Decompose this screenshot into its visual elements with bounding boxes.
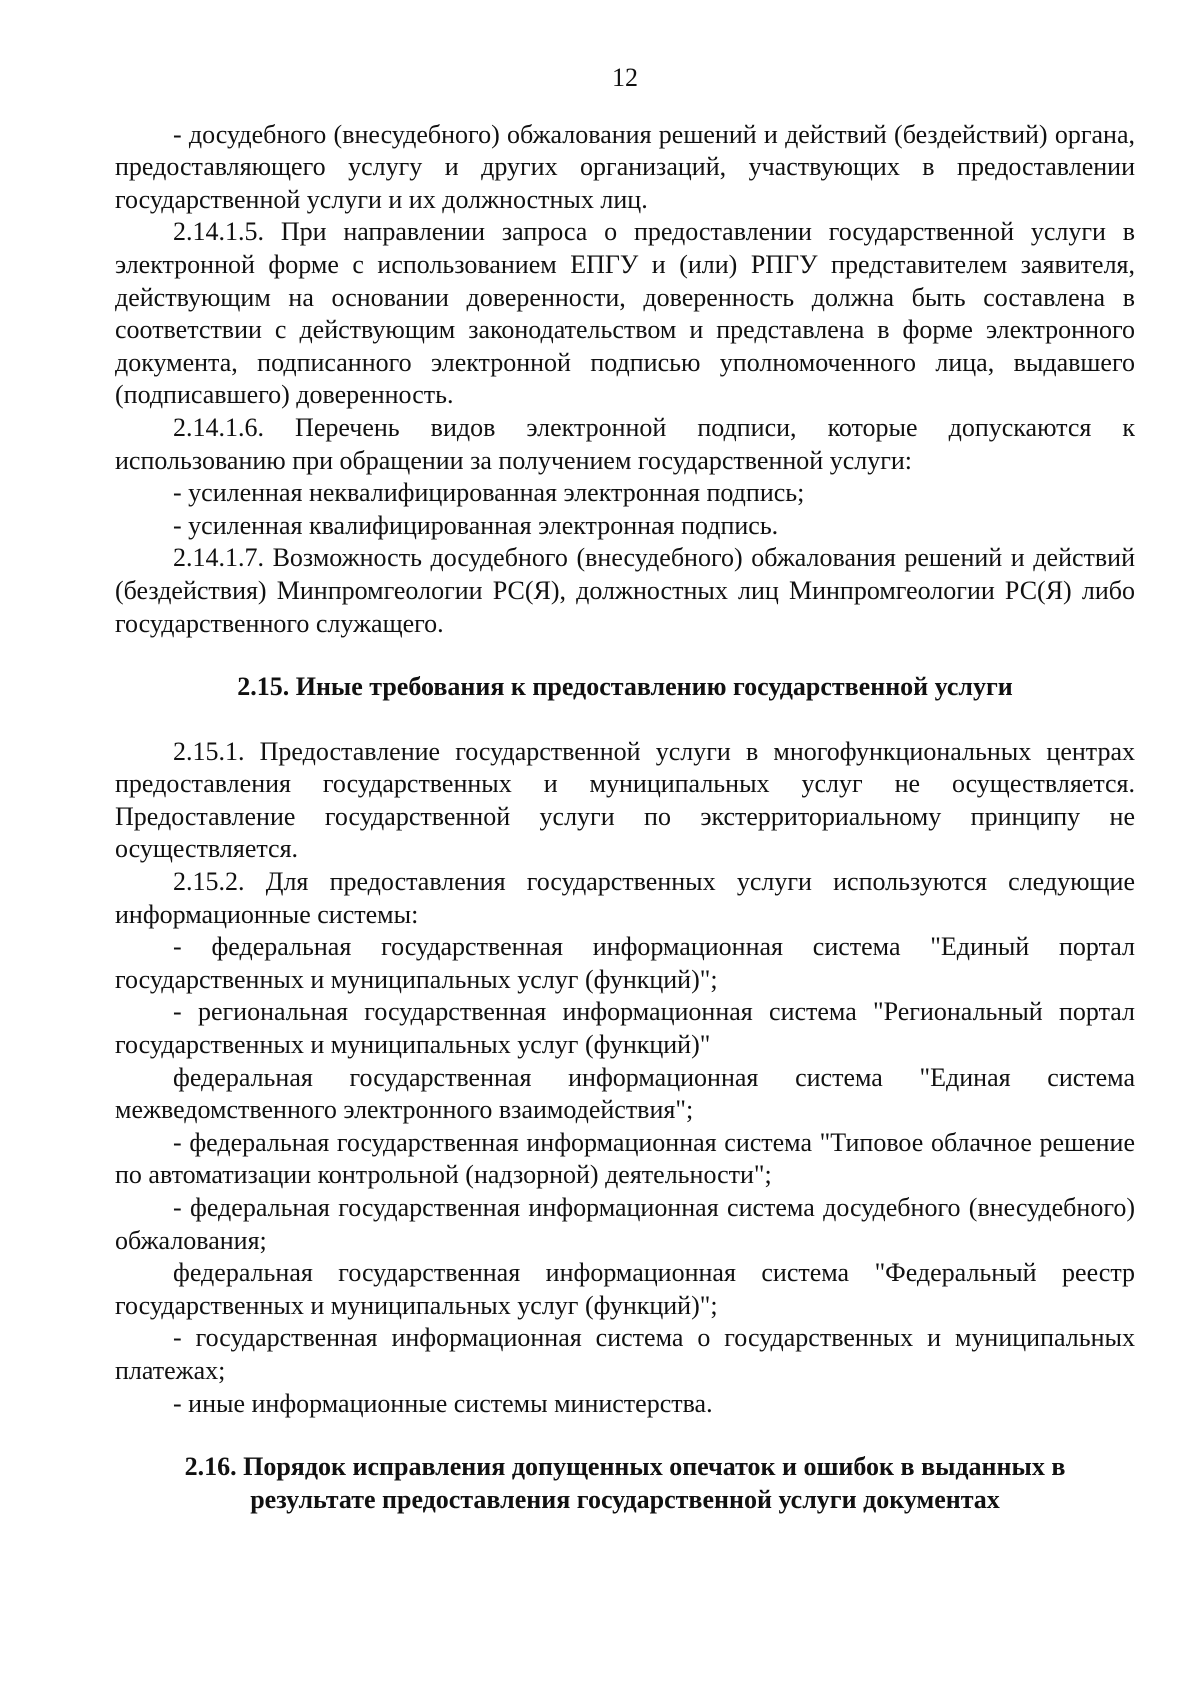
list-item: - федеральная государственная информационная система "Типовое облачное решение по автоматизации контрольной (надзорной) деятельности";: [115, 1127, 1135, 1190]
paragraph: 2.14.1.6. Перечень видов электронной подписи, которые допускаются к использованию при обращении за получением государственной услуги:: [115, 412, 1135, 475]
list-item: - усиленная квалифицированная электронная подпись.: [173, 510, 779, 540]
list-item: - федеральная государственная информационная система "Единый портал государственных и муниципальных услуг (функций)";: [115, 932, 1135, 994]
paragraph: - досудебного (внесудебного) обжалования решений и действий (бездействий) органа, предоставляющего услугу и других организаций, участвующих в предоставлении государственной услуги и их должностных лиц.: [115, 119, 1135, 214]
list-item: федеральная государственная информационная система "Единая система межведомственного электронного взаимодействия";: [115, 1062, 1135, 1125]
list-item: федеральная государственная информационная система "Федеральный реестр государственных и муниципальных услуг (функций)";: [115, 1258, 1135, 1320]
list-item: - усиленная неквалифицированная электронная подпись;: [173, 478, 805, 508]
paragraph: 2.15.1. Предоставление государственной услуги в многофункциональных центрах предоставления государственных и муниципальных услуг не осуществляется. Предоставление государственной услуги по экстерриториальному принципу не осуществляется.: [115, 736, 1135, 864]
list-item: - федеральная государственная информационная система досудебного (внесудебного) обжалования;: [115, 1193, 1135, 1255]
list-item: - иные информационные системы министерства.: [173, 1388, 713, 1418]
paragraph: 2.14.1.7. Возможность досудебного (внесудебного) обжалования решений и действий (бездействия) Минпромгеологии РС(Я), должностных лиц Минпромгеологии РС(Я) либо государственного служащего.: [115, 543, 1135, 638]
page-number: 12: [612, 63, 638, 92]
list-item: - государственная информационная система о государственных и муниципальных платежах;: [115, 1323, 1135, 1385]
document-page: [115, 62, 1135, 1516]
list-item: - региональная государственная информационная система "Региональный портал государственных и муниципальных услуг (функций)": [115, 997, 1135, 1060]
section-heading-2-15: 2.15. Иные требования к предоставлению государственной услуги: [237, 672, 1013, 702]
section-heading-2-16: 2.16. Порядок исправления допущенных опечаток и ошибок в выданных в результате предоставления государственной услуги документах: [184, 1452, 1066, 1514]
paragraph: 2.15.2. Для предоставления государственных услуги используются следующие информационные системы:: [115, 867, 1135, 929]
paragraph: 2.14.1.5. При направлении запроса о предоставлении государственной услуги в электронной форме с использованием ЕПГУ и (или) РПГУ представителем заявителя, действующим на основании доверенности, доверенность должна быть составлена в соответствии с действующим законодательством и представлена в форме электронного документа, подписанного электронной подписью уполномоченного лица, выдавшего (подписавшего) доверенность.: [115, 217, 1135, 410]
